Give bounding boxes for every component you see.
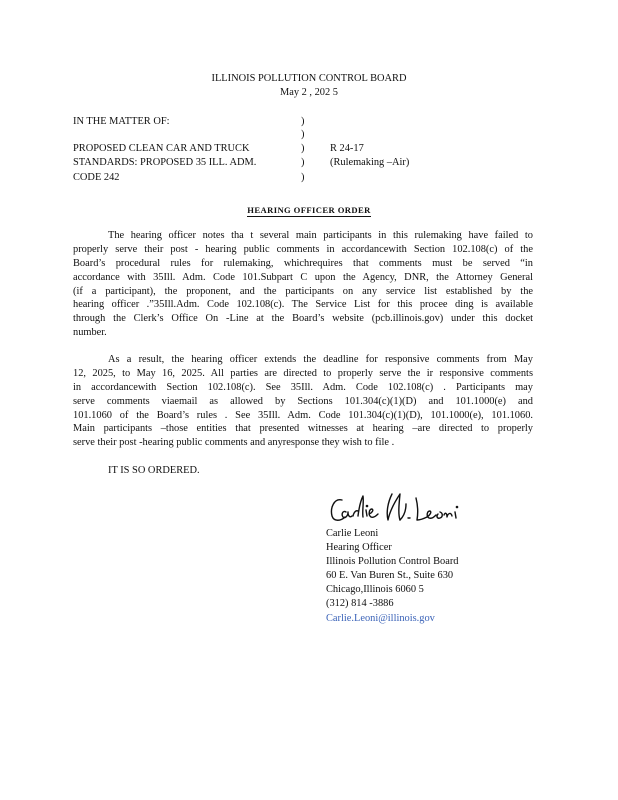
caption-paren: ) xyxy=(301,129,305,140)
paragraph-line: in accordancewith Section 102.108(c). See 35Ill. Adm. Code 102.108(c) . Participants may xyxy=(73,381,533,393)
paragraph-line: 12, 2025, to May 16, 2025. All parties are directed to properly serve the ir responsive comments xyxy=(73,367,533,379)
signer-address: 60 E. Van Buren St., Suite 630 xyxy=(326,570,454,582)
caption-line-1: PROPOSED CLEAN CAR AND TRUCK xyxy=(73,143,250,154)
caption-paren: ) xyxy=(301,116,305,127)
paragraph-line: serve comments viaemail as allowed by Sections 101.304(c)(1)(D) and 101.1000(e) and xyxy=(73,395,533,407)
signer-name: Carlie Leoni xyxy=(326,528,379,539)
paragraph-line: number. xyxy=(73,327,107,339)
caption-paren: ) xyxy=(301,172,305,183)
paragraph-line: serve their post -hearing public comments and anyresponse they wish to file . xyxy=(73,437,395,449)
signer-title: Hearing Officer xyxy=(326,542,392,554)
signer-phone: (312) 814 -3886 xyxy=(326,598,394,610)
docket-number: R 24-17 xyxy=(330,143,364,154)
paragraph-line: Board’s procedural rules for rulemaking, whichrequires that comments must be served “in xyxy=(73,257,533,269)
signer-email-link[interactable]: Carlie.Leoni@illinois.gov xyxy=(326,612,435,624)
paragraph-line: through the Clerk’s Office On -Line at the Board’s website (pcb.illinois.gov) under this docket xyxy=(73,313,533,325)
paragraph-2 xyxy=(73,353,533,450)
order-title xyxy=(0,205,618,215)
paragraph-line: Main participants –those entities that presented witnesses at hearing –are directed to properly xyxy=(73,423,533,435)
paragraph-line: As a result, the hearing officer extends the deadline for responsive comments from May xyxy=(108,354,533,365)
docket-type: (Rulemaking –Air) xyxy=(330,157,410,168)
caption-paren: ) xyxy=(301,157,305,168)
board-name: ILLINOIS POLLUTION CONTROL BOARD xyxy=(211,73,407,84)
order-title-text: HEARING OFFICER ORDER xyxy=(247,205,371,215)
signer-city: Chicago,Illinois 6060 5 xyxy=(326,584,424,596)
paragraph-line: properly serve their post - hearing public comments in accordancewith Section 102.108(c) of the xyxy=(73,243,533,255)
caption-line-3: CODE 242 xyxy=(73,172,120,183)
signer-organization: Illinois Pollution Control Board xyxy=(326,556,459,568)
in-the-matter-of: IN THE MATTER OF: xyxy=(73,116,170,127)
paragraph-line: accordance with 35Ill. Adm. Code 101.Subpart C upon the Agency, DNR, the Attorney General xyxy=(73,271,533,283)
paragraph-line: (if a participant), the proponent, and the participants on any service list established by the xyxy=(73,285,533,297)
caption-line-2: STANDARDS: PROPOSED 35 ILL. ADM. xyxy=(73,157,257,168)
paragraph-line: 101.1060 of the Board’s rules . See 35Ill. Adm. Code 101.304(c)(1)(D), 101.1000(e), 101.1060. xyxy=(73,409,533,421)
order-date: May 2 , 202 5 xyxy=(279,87,338,98)
paragraph-line: The hearing officer notes tha t several main participants in this rulemaking have failed to xyxy=(108,230,533,241)
signature-block xyxy=(326,527,459,626)
caption-paren: ) xyxy=(301,143,305,154)
handwritten-signature xyxy=(326,490,466,530)
paragraph-line: hearing officer .”35Ill.Adm. Code 102.108(c). The Service List for this procee ding is available xyxy=(73,299,533,311)
paragraph-1 xyxy=(73,229,533,340)
so-ordered: IT IS SO ORDERED. xyxy=(108,465,200,476)
